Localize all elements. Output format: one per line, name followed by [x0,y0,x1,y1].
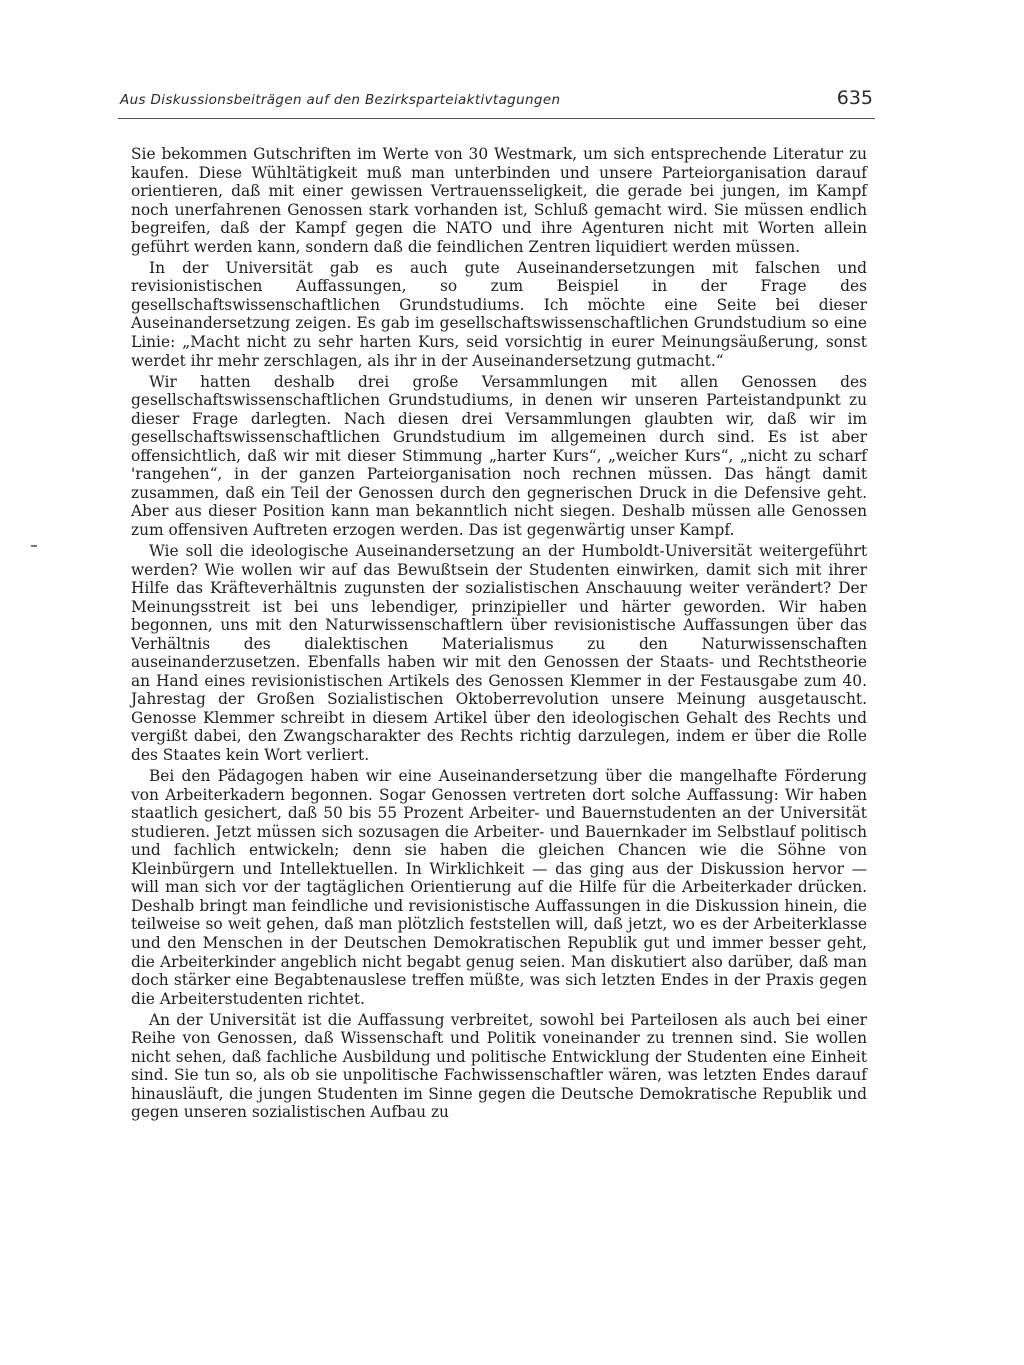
margin-mark [31,545,37,547]
page-number: 635 [836,87,873,109]
running-head: Aus Diskussionsbeiträgen auf den Bezirksparteiaktivtagungen [120,92,561,108]
paragraph: Wie soll die ideologische Auseinandersetzung an der Humboldt-Universität weitergeführt werden? Wie wollen wir auf das Bewußtsein der Studenten einwirken, damit sich mit ihrer Hilfe das Kräfteverhältnis zugunsten der sozialistischen Anschauung weiter verändert? Der Meinungsstreit ist bei uns lebendiger, prinzipieller und härter geworden. Wir haben begonnen, uns mit den Naturwissenschaftlern über revisionistische Auffassungen über das Verhältnis des dialektischen Materialismus zu den Naturwissenschaften auseinanderzusetzen. Ebenfalls haben wir mit den Genossen der Staats- und Rechtstheorie an Hand eines revisionistischen Artikels des Genossen Klemmer in der Festausgabe zum 40. Jahrestag der Großen Sozialistischen Oktoberrevolution unsere Meinung ausgetauscht. Genosse Klemmer schreibt in diesem Artikel über den ideologischen Gehalt des Rechts und vergißt dabei, den Zwangscharakter des Rechts richtig darzulegen, indem er über die Rolle des Staates kein Wort verliert. [131,541,867,764]
paragraph: An der Universität ist die Auffassung verbreitet, sowohl bei Parteilosen als auch bei einer Reihe von Genossen, daß Wissenschaft und Politik voneinander zu trennen sind. Sie wollen nicht sehen, daß fachliche Ausbildung und politische Entwicklung der Studenten eine Einheit sind. Sie tun so, als ob sie unpolitische Fachwissenschaftler wären, was letzten Endes darauf hinausläuft, die jungen Studenten im Sinne gegen die Deutsche Demokratische Republik und gegen unseren sozialistischen Aufbau zu [131,1010,867,1122]
paragraph: Sie bekommen Gutschriften im Werte von 30 Westmark, um sich entsprechende Literatur zu kaufen. Diese Wühltätigkeit muß man unterbinden und unsere Parteiorganisation darauf orientieren, daß mit einer gewissen Vertrauensseligkeit, die gerade bei jungen, im Kampf noch unerfahrenen Genossen stark vorhanden ist, Schluß gemacht wird. Sie müssen endlich begreifen, daß der Kampf gegen die NATO und ihre Agenturen nicht mit Worten allein geführt werden kann, sondern daß die feindlichen Zentren liquidiert werden müssen. [131,145,867,256]
paragraph: In der Universität gab es auch gute Auseinandersetzungen mit falschen und revisionistischen Auffassungen, so zum Beispiel in der Frage des gesellschaftswissenschaftlichen Grundstudiums. Ich möchte eine Seite bei dieser Auseinandersetzung zeigen. Es gab im gesellschaftswissenschaftlichen Grundstudium so eine Linie: „Macht nicht zu sehr harten Kurs, seid vorsichtig in eurer Meinungsäußerung, sonst werdet ihr mehr zerschlagen, als ihr in der Auseinandersetzung gutmacht.“ [131,258,867,370]
body-text [131,145,867,1124]
paragraph: Wir hatten deshalb drei große Versammlungen mit allen Genossen des gesellschaftswissenschaftlichen Grundstudiums, in denen wir unseren Parteistandpunkt zu dieser Frage darlegten. Nach diesen drei Versammlungen glaubten wir, daß wir im gesellschaftswissenschaftlichen Grundstudium im allgemeinen durch sind. Es ist aber offensichtlich, daß wir mit dieser Stimmung „harter Kurs“, „weicher Kurs“, „nicht zu scharf 'rangehen“, in der ganzen Parteiorganisation noch rechnen müssen. Das hängt damit zusammen, daß ein Teil der Genossen durch den gegnerischen Druck in die Defensive geht. Aber aus dieser Position kann man bekanntlich nicht siegen. Deshalb müssen alle Genossen zum offensiven Auftreten erzogen werden. Das ist gegenwärtig unser Kampf. [131,372,867,539]
paragraph: Bei den Pädagogen haben wir eine Auseinandersetzung über die mangelhafte Förderung von Arbeiterkadern begonnen. Sogar Genossen vertreten dort solche Auffassung: Wir haben staatlich gesichert, daß 50 bis 55 Prozent Arbeiter- und Bauernstudenten an der Universität studieren. Jetzt müssen sich sozusagen die Arbeiter- und Bauernkader im Selbstlauf politisch und fachlich entwickeln; denn sie haben die gleichen Chancen wie die Söhne von Kleinbürgern und Intellektuellen. In Wirklichkeit — das ging aus der Diskussion hervor — will man sich vor der tagtäglichen Orientierung auf die Hilfe für die Arbeiterkader drücken. Deshalb bringt man feindliche und revisionistische Auffassungen in die Diskussion hinein, die teilweise so weit gehen, daß man plötzlich feststellen will, daß jetzt, wo es der Arbeiterklasse und den Menschen in der Deutschen Demokratischen Republik gut und immer besser geht, die Arbeiterkinder angeblich nicht begabt genug seien. Man diskutiert also darüber, daß man doch stärker eine Begabtenauslese treffen müßte, was sich letzten Endes in der Praxis gegen die Arbeiterstudenten richtet. [131,767,867,1008]
page-header [118,87,875,119]
